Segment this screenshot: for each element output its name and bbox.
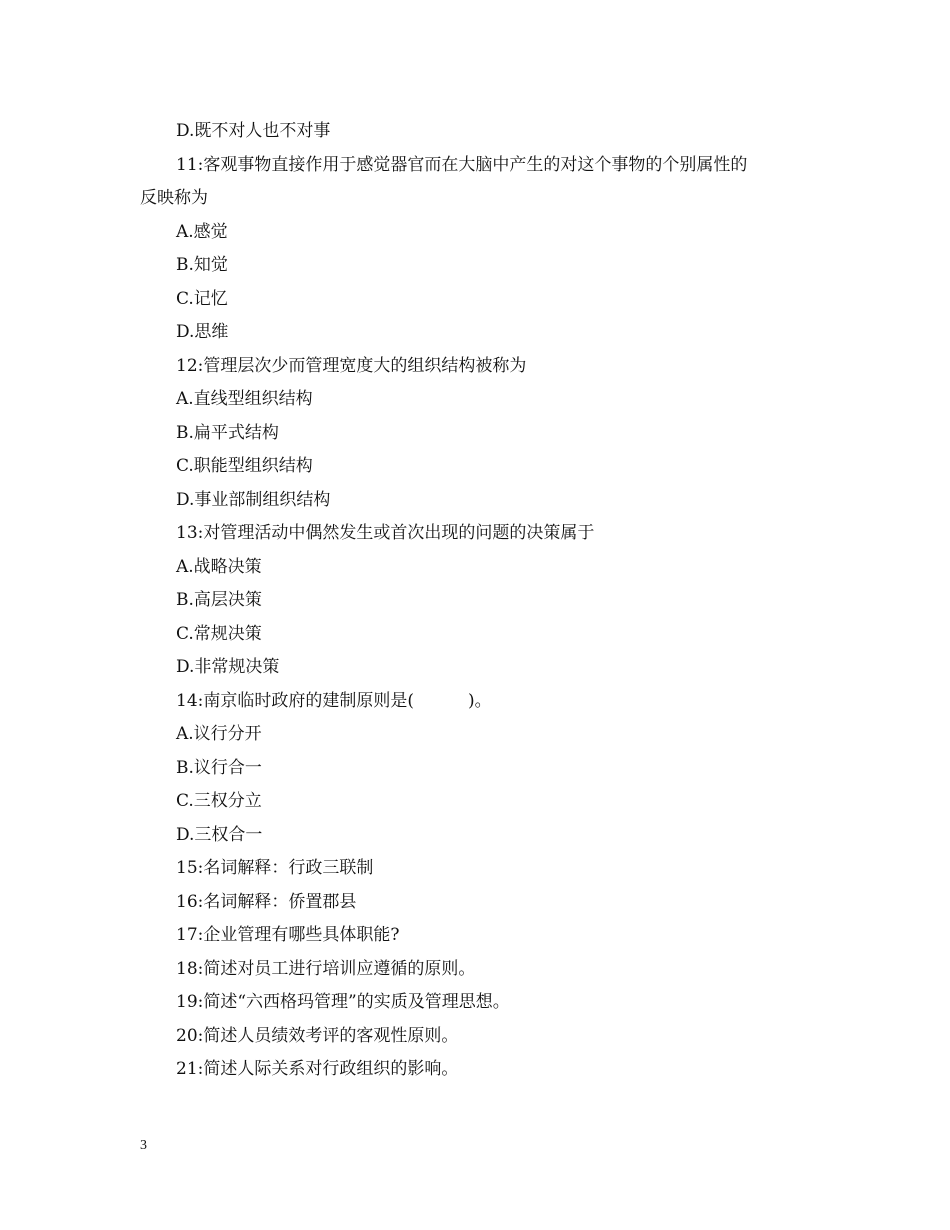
option-line: B.议行合一: [176, 757, 262, 778]
question-line: 11:客观事物直接作用于感觉器官而在大脑中产生的对这个事物的个别属性的: [176, 154, 748, 175]
page-number: 3: [140, 1138, 147, 1153]
question-line: 12:管理层次少而管理宽度大的组织结构被称为: [176, 355, 527, 376]
option-line: C.三权分立: [176, 791, 262, 811]
option-line: D.既不对人也不对事: [176, 121, 331, 141]
question-line: 16:名词解释：侨置郡县: [176, 891, 357, 912]
question-line: 14:南京临时政府的建制原则是( )。: [176, 690, 492, 711]
option-line: D.非常规决策: [176, 657, 280, 677]
question-line: 18:简述对员工进行培训应遵循的原则。: [176, 958, 476, 979]
option-line: C.记忆: [176, 288, 228, 309]
option-line: D.三权合一: [176, 824, 263, 845]
option-line: D.思维: [176, 322, 229, 342]
option-line: A.议行分开: [176, 724, 262, 744]
option-line: C.职能型组织结构: [176, 456, 313, 476]
option-line: D.事业部制组织结构: [176, 489, 331, 510]
option-line: C.常规决策: [176, 623, 262, 644]
option-line: A.感觉: [176, 221, 228, 242]
option-line: B.扁平式结构: [176, 422, 279, 443]
option-line: A.战略决策: [176, 556, 262, 577]
question-line: 17:企业管理有哪些具体职能?: [176, 925, 400, 945]
option-line: B.知觉: [176, 255, 228, 275]
question-continuation-line: 反映称为: [140, 188, 208, 208]
question-line: 13:对管理活动中偶然发生或首次出现的问题的决策属于: [176, 523, 595, 543]
question-line: 21:简述人际关系对行政组织的影响。: [176, 1059, 459, 1079]
question-line: 20:简述人员绩效考评的客观性原则。: [176, 1025, 459, 1046]
option-line: B.高层决策: [176, 590, 262, 610]
question-line: 15:名词解释：行政三联制: [176, 858, 374, 878]
document-body: [140, 115, 830, 1087]
question-line: 19:简述“六西格玛管理”的实质及管理思想。: [176, 992, 510, 1012]
option-line: A.直线型组织结构: [176, 389, 313, 409]
